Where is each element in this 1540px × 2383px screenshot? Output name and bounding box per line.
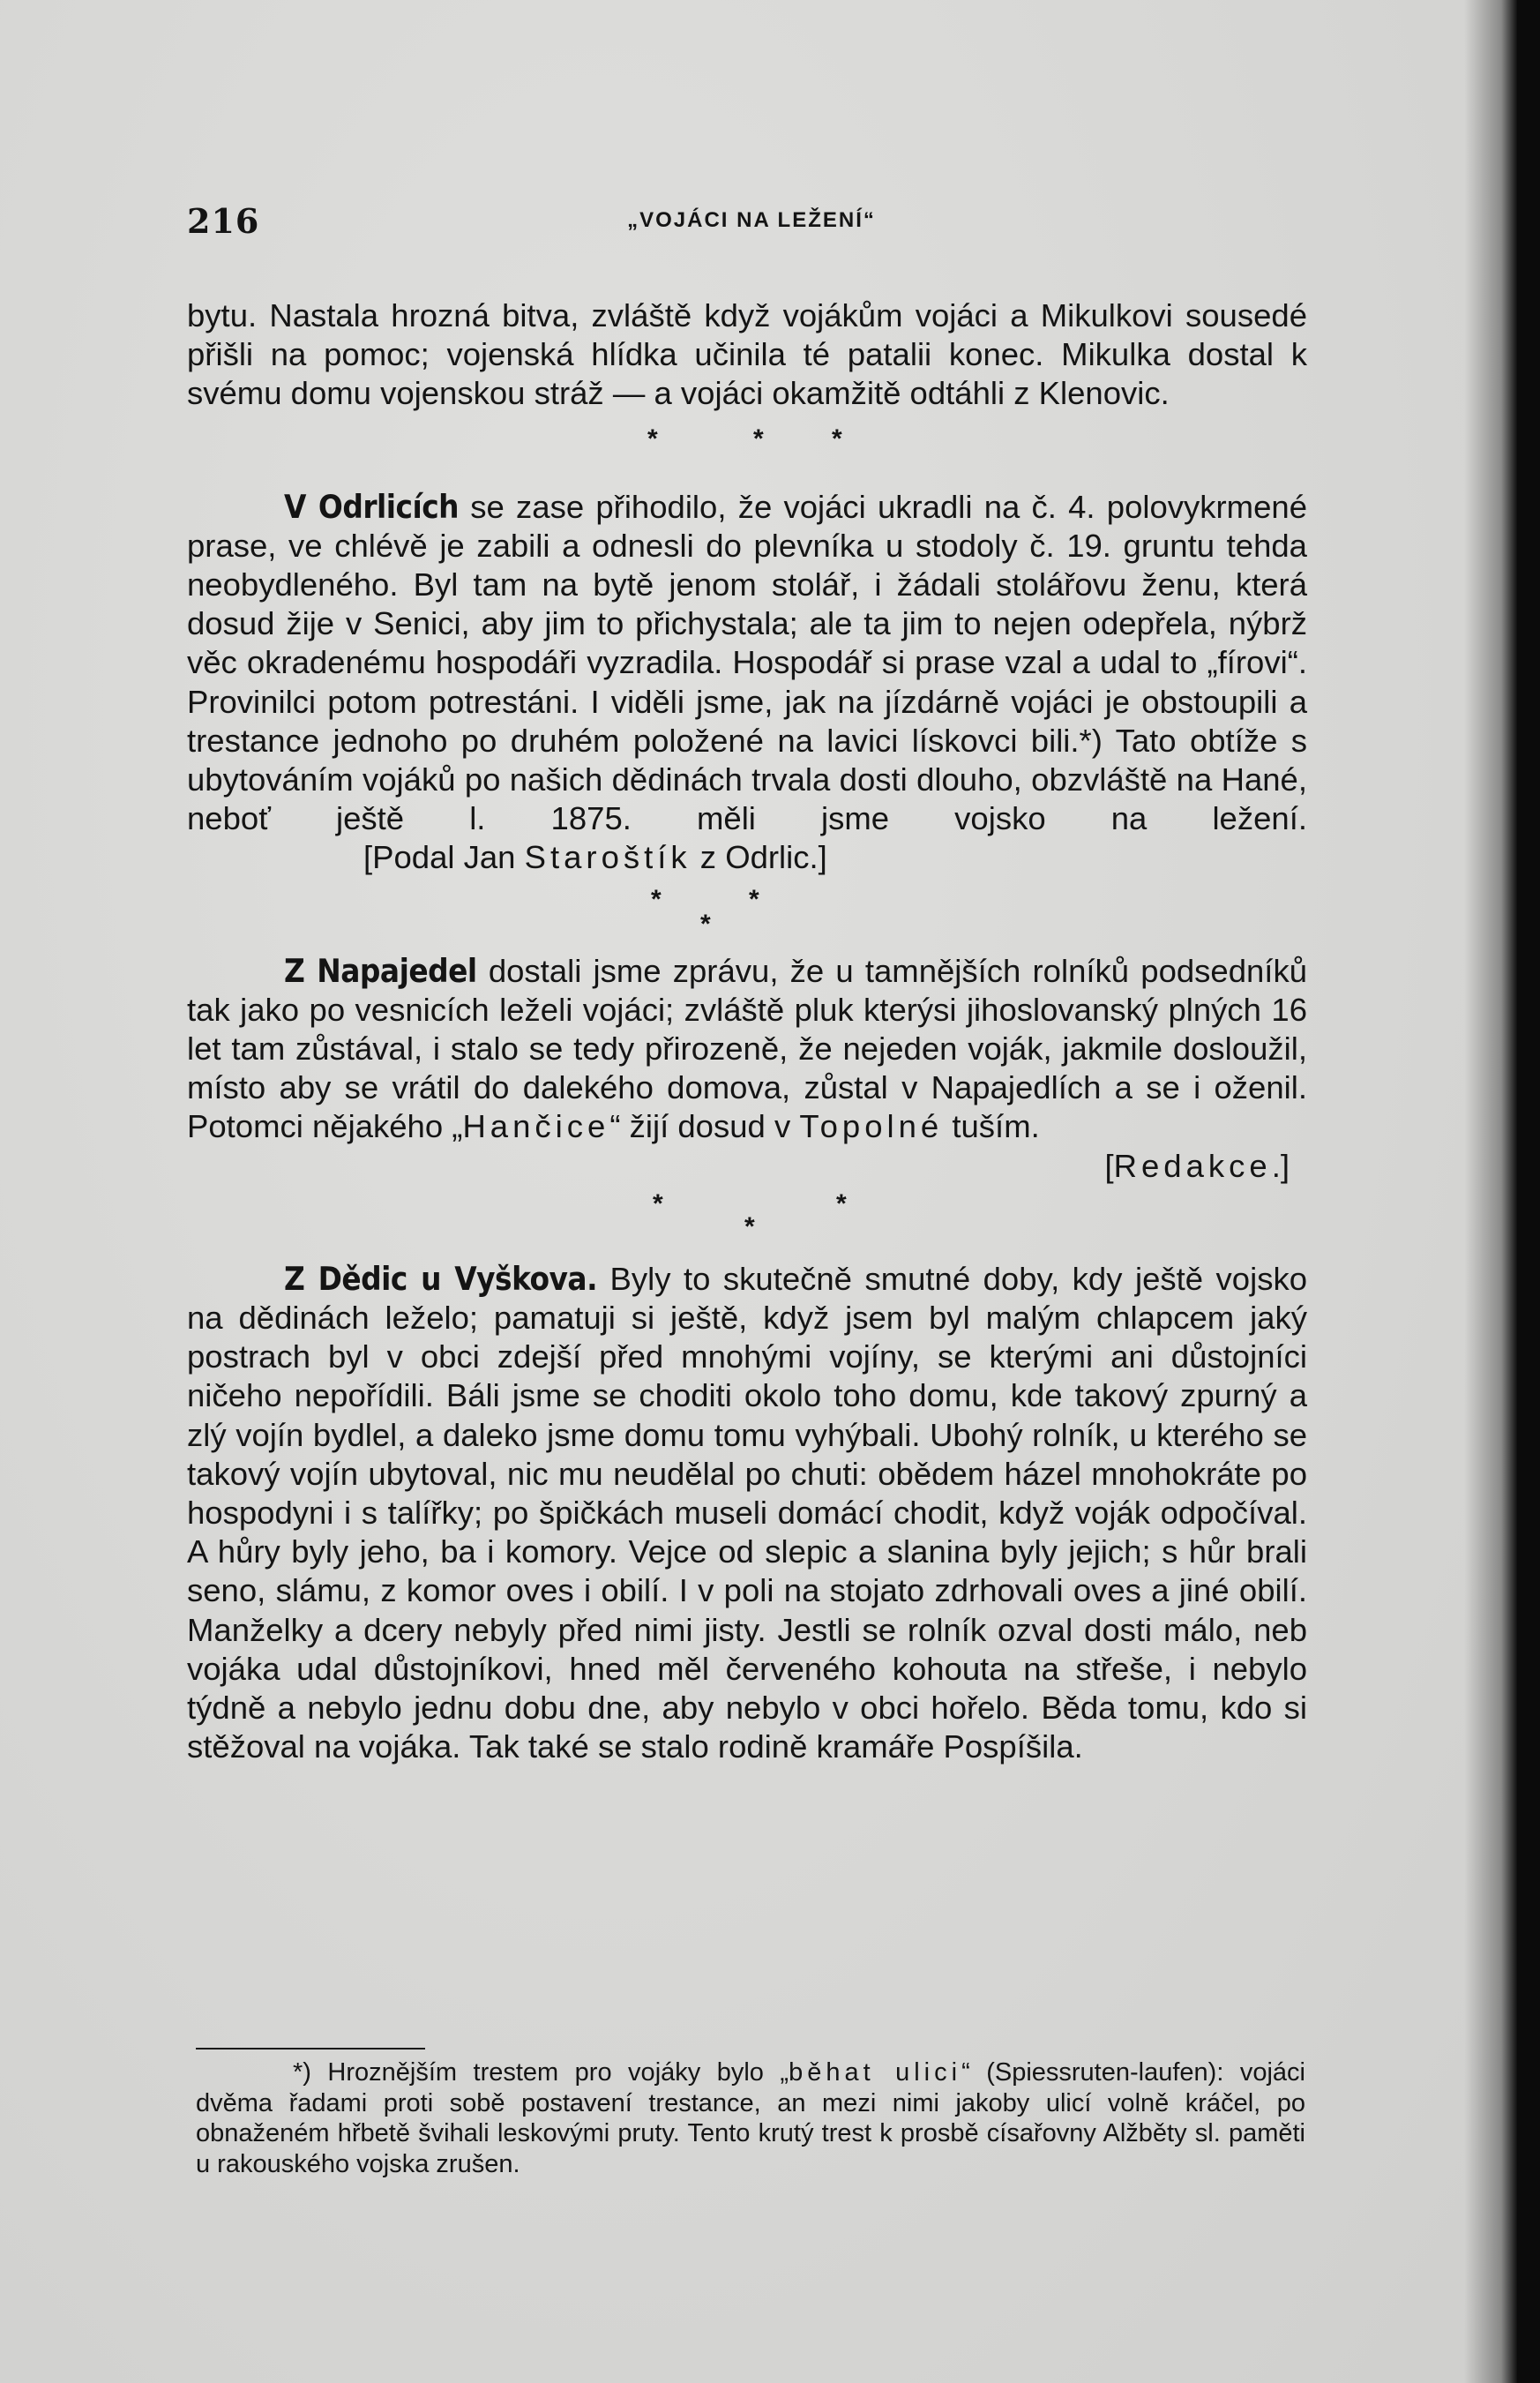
asterism-star: * [749,884,759,914]
asterism-star: * [653,1188,663,1218]
credit [266,838,827,877]
credit-suffix: .] [1271,1147,1290,1184]
name-spaced: Topolné [799,1108,944,1145]
paragraph-text: bytu. Nastala hrozná bitva, zvláště když vojákům vojáci a Mikulkovi sousedé přišli na pomoc; vojenská hlídka učinila té patalii konec. Mikulka dostal k svému domu vojenskou stráž — a vojáci okamžitě odtáhli z Klenovic. [187,297,1307,412]
asterism-2 [187,878,1307,952]
footnote-text [196,2057,1305,2179]
page-body [187,296,1307,1767]
asterism-1 [187,414,1307,488]
page-header [187,201,1316,245]
section-lead: V Odrlicích [284,487,460,526]
paragraph-text: “ žijí dosud v [609,1108,800,1145]
asterism-star: * [647,423,658,453]
credit-prefix: [Podal Jan [363,839,525,876]
footnote-part: *) Hroznějším trestem pro vojáky bylo „ [293,2058,789,2087]
paragraph-odrlice [187,488,1307,878]
footnote-part: “ (Spiessruten-laufen): vojáci dvěma řadami proti sobě postavení trestance, an mezi nimi jakoby ulicí volně kráčel, po obnaženém hřbetě švihali leskovými pruty. Tento krutý trest k prosbě císařovny Alžběty sl. paměti u rakouského vojska zrušen. [196,2058,1305,2178]
credit-prefix: [ [1104,1147,1114,1184]
running-title: „VOJÁCI NA LEŽENÍ“ [627,208,876,232]
page-edge-shadow [1464,0,1517,2383]
name-spaced: Hančice [462,1108,610,1145]
paragraph-text: dostali jsme zprávu, že u tamnějších rolníků podsedníků tak jako po vesnicích leželi vojáci; zvláště pluk kterýsi jihoslovanský plných 16 let tam zůstával, i stalo se tedy přirozeně, že nejeden voják, jakmile dosloužil, místo aby se vrátil do dalekého domova, zůstal v Napajedlích a se i oženil. Potomci nějakého „ [187,952,1308,1145]
section-lead: Z Dědic u Vyškova. [284,1259,598,1298]
asterism-star: * [836,1188,847,1218]
asterism-star: * [753,423,764,453]
section-lead: Z Napajedel [284,951,477,990]
asterism-star: * [700,909,711,939]
paragraph-klenovice [187,296,1307,414]
paragraph-dedice [187,1260,1307,1767]
asterism-star: * [744,1211,755,1241]
paragraph-napajedla [187,952,1307,1147]
page-number: 216 [187,201,260,241]
paragraph-text: se zase přihodilo, že vojáci ukradli na č. 4. polovykrmené prase, ve chlévě je zabili a odnesli do plevníka u stodoly č. 19. gruntu tehda neobydleného. Byl tam na bytě jenom stolář, i žádali stolářovu ženu, která dosud žije v Senici, aby jim to přichystala; ale ta jim to nejen odepřela, nýbrž věc okradenému hospodáři vyzradila. Hospodář si prase vzal a udal to „fírovi“. Provinilci potom potrestáni. I viděli jsme, jak na jízdárně vojáci je obstoupili a trestance jednoho po druhém položené na lavici lískovci bili.*) Tato obtíže s ubytováním vojáků po našich dědinách trvala dosti dlouho, obzvláště na Hané, neboť ještě l. 1875. měli jsme vojsko na ležení. [187,488,1307,837]
footnote [196,2057,1305,2179]
footnote-term: běhat ulici [789,2058,962,2087]
asterism-star: * [832,423,842,453]
credit [187,1147,1307,1186]
credit-name: Redakce [1113,1147,1272,1184]
footnote-rule [196,2048,425,2050]
credit-suffix: z Odrlic.] [691,839,827,876]
credit-name: Staroštík [524,839,692,876]
paragraph-text: tuším. [943,1108,1040,1145]
asterism-3 [187,1186,1307,1260]
asterism-star: * [651,884,662,914]
paragraph-text: Byly to skutečně smutné doby, kdy ještě vojsko na dědinách leželo; pamatuji si ještě, když jsem byl malým chlapcem jaký postrach byl v obci zdejší před mnohými vojíny, se kterými ani důstojníci ničeho nepořídili. Báli jsme se choditi okolo toho domu, kde takový zpurný a zlý vojín bydlel, a daleko jsme domu tomu vyhýbali. Ubohý rolník, u kterého se takový vojín ubytoval, nic mu neudělal po chuti: obědem házel mnohokráte po hospodyni i s talířky; po špičkách museli domácí chodit, když voják odpočíval. A hůry byly jeho, ba i komory. Vejce od slepic a slanina byly jejich; s hůr brali seno, slámu, z komor oves i obilí. I v poli na stojato zdrhovali oves a jiné obilí. Manželky a dcery nebyly před nimi jisty. Jestli se rolník ozval dosti málo, neb vojáka udal důstojníkovi, hned měl červeného kohouta na střeše, i nebylo týdně a nebylo jednu dobu dne, aby nebylo v obci hořelo. Běda tomu, kdo si stěžoval na vojáka. Tak také se stalo rodině kramáře Pospíšila. [187,1260,1307,1765]
